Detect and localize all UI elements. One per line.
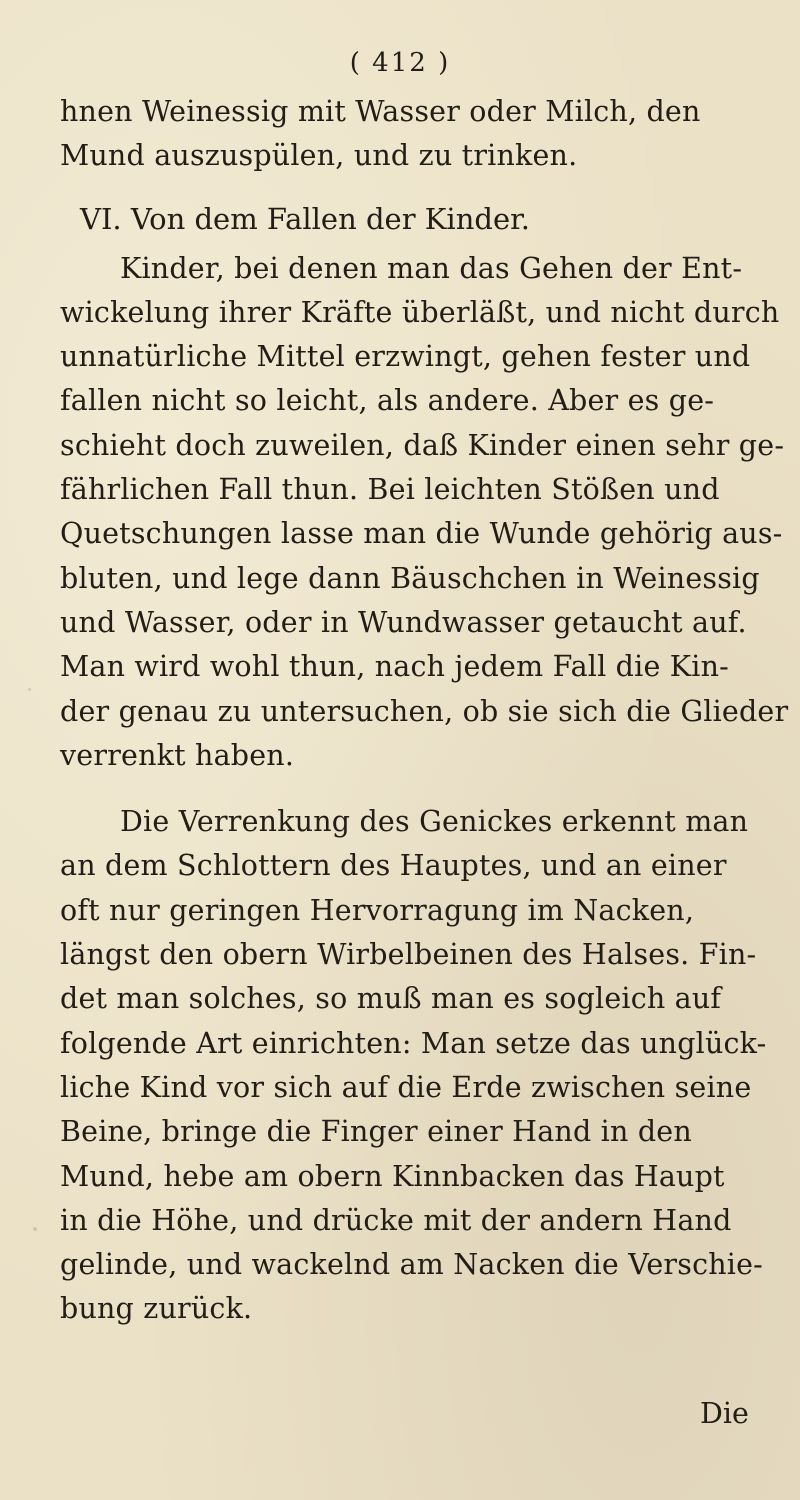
- text-line: det man solches, so muß man es sogleich auf: [60, 982, 722, 1016]
- text-line: der genau zu untersuchen, ob sie sich die Glieder: [60, 694, 789, 728]
- catchword: Die: [700, 1397, 749, 1430]
- text-line: wickelung ihrer Kräfte überläßt, und nicht durch: [60, 295, 780, 329]
- text-line: hnen Weinessig mit Wasser oder Milch, den: [60, 95, 701, 128]
- text-line: Mund auszuspülen, und zu trinken.: [60, 139, 578, 173]
- paragraph-falling: [60, 247, 795, 779]
- text-line: liche Kind vor sich auf die Erde zwischen seine: [60, 1070, 752, 1104]
- text-line: fallen nicht so leicht, als andere. Aber es ge-: [60, 384, 715, 418]
- text-line: Beine, bringe die Finger einer Hand in den: [60, 1115, 692, 1149]
- paragraph-gap: [60, 778, 795, 800]
- text-line: bluten, und lege dann Bäuschchen in Weinessig: [60, 561, 760, 595]
- text-line: folgende Art einrichten: Man setze das unglück-: [60, 1026, 767, 1060]
- text-line: unnatürliche Mittel erzwingt, gehen fester und: [60, 340, 751, 374]
- text-line: in die Höhe, und drücke mit der andern Hand: [60, 1203, 732, 1237]
- text-line: bung zurück.: [60, 1292, 253, 1326]
- page-text: [60, 90, 795, 1332]
- text-line: schieht doch zuweilen, daß Kinder einen sehr ge-: [60, 428, 785, 462]
- text-line: Kinder, bei denen man das Gehen der Ent-: [120, 251, 743, 285]
- text-line: fährlichen Fall thun. Bei leichten Stößen und: [60, 473, 720, 507]
- page-number: ( 412 ): [349, 48, 451, 78]
- paper-spot: [28, 688, 31, 691]
- text-line: und Wasser, oder in Wundwasser getaucht auf.: [60, 605, 747, 639]
- text-line: gelinde, und wackelnd am Nacken die Verschie-: [60, 1248, 764, 1282]
- paper-spot: [33, 1227, 37, 1231]
- text-line: längst den obern Wirbelbeinen des Halses. Fin-: [60, 938, 757, 972]
- text-line: Man wird wohl thun, nach jedem Fall die Kin-: [60, 650, 729, 684]
- text-line: Mund, hebe am obern Kinnbacken das Haupt: [60, 1159, 725, 1193]
- text-line: Die Verrenkung des Genickes erkennt man: [120, 805, 749, 839]
- text-line: Quetschungen lasse man die Wunde gehörig aus-: [60, 517, 783, 551]
- text-line: oft nur geringen Hervorragung im Nacken,: [60, 893, 695, 927]
- text-line: verrenkt haben.: [60, 738, 295, 772]
- paragraph-dislocation: [60, 800, 795, 1332]
- paragraph-continuation: [60, 90, 795, 179]
- text-line: an dem Schlottern des Hauptes, und an einer: [60, 849, 727, 883]
- section-heading: VI. Von dem Fallen der Kinder.: [80, 201, 531, 236]
